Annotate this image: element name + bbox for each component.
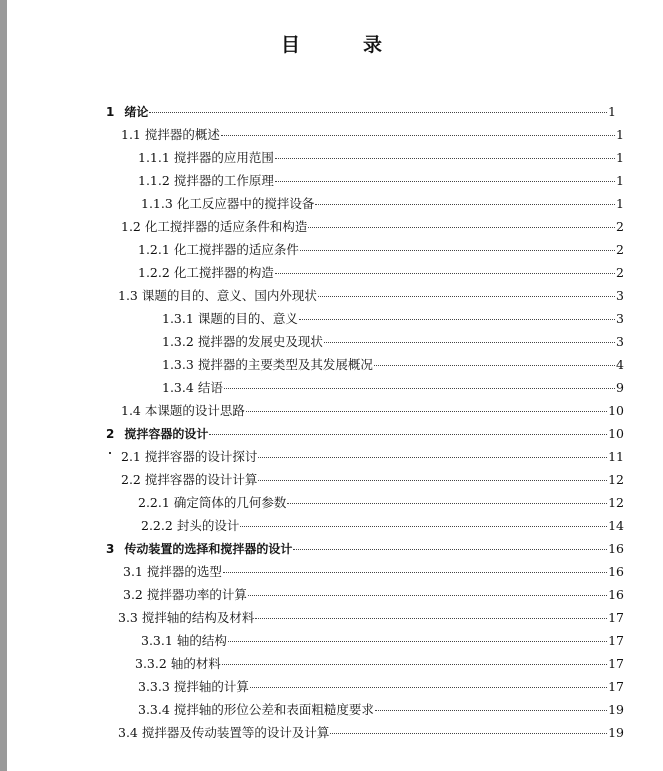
- toc-entry-text: 搅拌器的概述: [144, 127, 220, 142]
- toc-entry[interactable]: [121, 401, 624, 421]
- toc-entry-text: 化工搅拌器的构造: [173, 265, 274, 280]
- toc-entry-text: 搅拌器功率的计算: [146, 587, 247, 602]
- toc-entry[interactable]: [121, 217, 624, 237]
- dot-leader: [293, 549, 607, 550]
- toc-entry-number: 1.3.3: [162, 357, 194, 372]
- toc-entry-page: 2: [616, 219, 624, 234]
- toc-entry-number: 1.1: [121, 127, 141, 142]
- toc-entry-page: 17: [608, 656, 624, 671]
- toc-entry[interactable]: [141, 516, 624, 536]
- toc-entry[interactable]: [138, 493, 624, 513]
- dot-leader: [300, 250, 615, 251]
- dot-leader: [250, 687, 607, 688]
- dot-leader: [221, 135, 615, 136]
- dot-leader: [287, 503, 607, 504]
- toc-entry-page: 12: [608, 495, 624, 510]
- dot-leader: [223, 572, 607, 573]
- toc-entry[interactable]: [138, 148, 624, 168]
- toc-entry-text: 确定筒体的几何参数: [173, 495, 287, 510]
- toc-entry-page: 1: [616, 150, 624, 165]
- dot-leader: [375, 710, 607, 711]
- toc-entry-text: 传动装置的选择和搅拌器的设计: [124, 542, 293, 556]
- toc-entry-text: 搅拌器的选型: [146, 564, 222, 579]
- toc-entry[interactable]: [106, 539, 624, 559]
- toc-entry-page: 12: [608, 472, 624, 487]
- toc-entry-number: 3.4: [118, 725, 138, 740]
- toc-entry-page: 3: [616, 311, 624, 326]
- toc-entry-text: 化工搅拌器的适应条件: [173, 242, 299, 257]
- toc-entry-page: 17: [608, 633, 624, 648]
- toc-entry[interactable]: [138, 263, 624, 283]
- toc-entry-text: 搅拌轴的计算: [173, 679, 249, 694]
- toc-entry[interactable]: [135, 654, 624, 674]
- toc-entry-text: 轴的结构: [176, 633, 227, 648]
- toc-entry-number: 2.2: [121, 472, 141, 487]
- toc-entry[interactable]: [162, 355, 624, 375]
- toc-entry-number: 1.1.2: [138, 173, 170, 188]
- toc-entry-page: 17: [608, 610, 624, 625]
- toc-entry[interactable]: [138, 677, 624, 697]
- toc-entry-number: 3: [106, 542, 115, 556]
- page-title: 目 录: [280, 34, 404, 56]
- dot-leader: [258, 480, 607, 481]
- toc-entry-text: 封头的设计: [176, 518, 240, 533]
- toc-entry-text: 搅拌容器的设计计算: [144, 472, 258, 487]
- dot-leader: [330, 733, 607, 734]
- toc-entry-text: 搅拌器及传动装置等的设计及计算: [141, 725, 330, 740]
- toc-entry-number: 1.3.2: [162, 334, 194, 349]
- dot-leader: [224, 388, 615, 389]
- toc-entry[interactable]: [141, 631, 624, 651]
- toc-entry[interactable]: [138, 240, 624, 260]
- toc-entry-text: 搅拌器的主要类型及其发展概况: [197, 357, 373, 372]
- dot-leader: [315, 204, 615, 205]
- toc-entry-page: 1: [608, 104, 616, 119]
- toc-entry-number: 1.1.1: [138, 150, 170, 165]
- toc-entry-number: 3.3.1: [141, 633, 173, 648]
- toc-entry-text: 搅拌轴的结构及材料: [141, 610, 255, 625]
- toc-entry[interactable]: [118, 723, 624, 743]
- toc-entry-text: 轴的材料: [170, 656, 221, 671]
- toc-entry-number: 2.2.1: [138, 495, 170, 510]
- dot-leader: [228, 641, 607, 642]
- dot-leader: [324, 342, 615, 343]
- toc-entry-text: 结语: [197, 380, 223, 395]
- toc-entry-number: 3.3.4: [138, 702, 170, 717]
- toc-entry[interactable]: [138, 171, 624, 191]
- toc-entry-number: 1.3: [118, 288, 138, 303]
- dot-leader: [149, 112, 607, 113]
- toc-entry-number: 3.3: [118, 610, 138, 625]
- toc-entry-text: 本课题的设计思路: [144, 403, 245, 418]
- dot-leader: [248, 595, 607, 596]
- toc-entry[interactable]: [118, 608, 624, 628]
- toc-entry-text: 搅拌器的应用范围: [173, 150, 274, 165]
- dot-leader: [240, 526, 607, 527]
- toc-entry-page: 14: [608, 518, 624, 533]
- dot-leader: [318, 296, 615, 297]
- toc-entry-page: 2: [616, 265, 624, 280]
- dot-leader: [275, 158, 615, 159]
- toc-entry-text: 化工反应器中的搅拌设备: [176, 196, 315, 211]
- dot-leader: [275, 181, 615, 182]
- toc-entry-text: 绪论: [124, 105, 149, 119]
- toc-entry-text: 课题的目的、意义、国内外现状: [141, 288, 317, 303]
- toc-entry-page: 1: [616, 196, 624, 211]
- toc-entry-page: 19: [608, 725, 624, 740]
- dot-leader: [209, 434, 607, 435]
- toc-entry-number: 1.2.2: [138, 265, 170, 280]
- toc-entry-page: 3: [616, 288, 624, 303]
- dot-leader: [258, 457, 607, 458]
- toc-entry[interactable]: [121, 447, 624, 467]
- toc-entry-text: 搅拌轴的形位公差和表面粗糙度要求: [173, 702, 374, 717]
- toc-entry-page: 16: [608, 587, 624, 602]
- toc-entry[interactable]: [162, 378, 624, 398]
- toc-entry-number: 2.2.2: [141, 518, 173, 533]
- page-edge-bar: [0, 0, 7, 771]
- toc-entry-number: 1.3.1: [162, 311, 194, 326]
- toc-entry[interactable]: [123, 562, 624, 582]
- toc-entry-text: 搅拌器的发展史及现状: [197, 334, 323, 349]
- dot-leader: [299, 319, 615, 320]
- toc-entry-number: 1.2.1: [138, 242, 170, 257]
- toc-entry-text: 搅拌容器的设计: [124, 427, 209, 441]
- toc-entry[interactable]: [106, 102, 616, 122]
- toc-entry[interactable]: [138, 700, 624, 720]
- toc-entry[interactable]: [162, 332, 624, 352]
- toc-entry-number: 1.1.3: [141, 196, 173, 211]
- toc-entry-page: 4: [616, 357, 624, 372]
- toc-entry-page: 3: [616, 334, 624, 349]
- dot-leader: [246, 411, 607, 412]
- toc-entry-text: 搅拌器的工作原理: [173, 173, 274, 188]
- toc-entry-number: 2.1: [121, 449, 141, 464]
- toc-entry[interactable]: [121, 470, 624, 490]
- toc-entry[interactable]: [121, 125, 624, 145]
- toc-entry-page: 10: [608, 403, 624, 418]
- toc-entry-page: 19: [608, 702, 624, 717]
- toc-entry-number: 2: [106, 427, 115, 441]
- toc-entry-page: 9: [616, 380, 624, 395]
- stray-dot-mark: [109, 452, 111, 454]
- toc-entry-page: 11: [608, 449, 624, 464]
- toc-entry-page: 1: [616, 173, 624, 188]
- dot-leader: [255, 618, 607, 619]
- toc-entry-page: 1: [616, 127, 624, 142]
- toc-entry-number: 1: [106, 105, 115, 119]
- dot-leader: [374, 365, 615, 366]
- dot-leader: [222, 664, 607, 665]
- toc-entry-number: 3.1: [123, 564, 143, 579]
- toc-entry[interactable]: [162, 309, 624, 329]
- toc-entry[interactable]: [141, 194, 624, 214]
- toc-entry-page: 2: [616, 242, 624, 257]
- toc-entry-number: 3.2: [123, 587, 143, 602]
- toc-entry-page: 10: [608, 426, 624, 441]
- toc-entry-page: 16: [608, 541, 624, 556]
- toc-entry-number: 3.3.3: [138, 679, 170, 694]
- toc-entry-number: 3.3.2: [135, 656, 167, 671]
- toc-entry-number: 1.4: [121, 403, 141, 418]
- toc-entry-page: 17: [608, 679, 624, 694]
- dot-leader: [308, 227, 615, 228]
- toc-entry-number: 1.2: [121, 219, 141, 234]
- toc-entry-text: 课题的目的、意义: [197, 311, 298, 326]
- toc-entry-text: 化工搅拌器的适应条件和构造: [144, 219, 308, 234]
- toc-entry-page: 16: [608, 564, 624, 579]
- toc-entry[interactable]: [106, 424, 624, 444]
- dot-leader: [275, 273, 615, 274]
- toc-entry[interactable]: [123, 585, 624, 605]
- toc-entry-number: 1.3.4: [162, 380, 194, 395]
- toc-entry[interactable]: [118, 286, 624, 306]
- toc-entry-text: 搅拌容器的设计探讨: [144, 449, 258, 464]
